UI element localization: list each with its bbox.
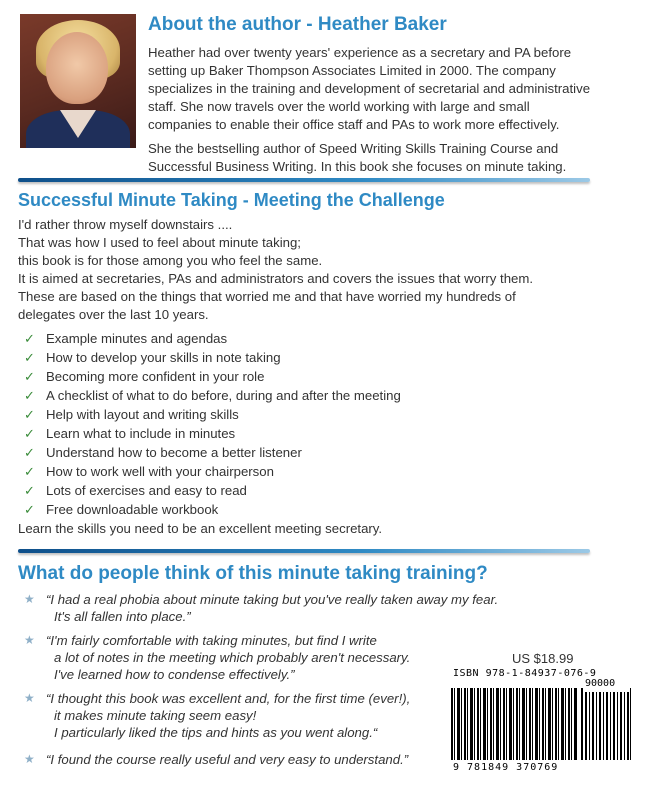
checklist-item <box>24 367 401 386</box>
review-quote <box>24 632 410 683</box>
checklist-text: Becoming more confident in your role <box>46 369 265 384</box>
quote-line: it makes minute taking seem easy! <box>54 708 257 723</box>
checkmark-icon: ✓ <box>24 483 35 498</box>
book-heading: Successful Minute Taking - Meeting the Challenge <box>18 190 445 210</box>
author-bio-line: specializes in the training and development of secretarial and administrative <box>148 81 591 96</box>
checklist-item <box>24 386 401 405</box>
author-photo <box>20 14 136 148</box>
checklist-item <box>24 481 401 500</box>
star-icon: ★ <box>24 752 35 766</box>
checkmark-icon: ✓ <box>24 445 35 460</box>
book-intro <box>18 216 608 324</box>
checkmark-icon: ✓ <box>24 331 35 346</box>
checklist-item <box>24 500 401 519</box>
checklist-text: Learn what to include in minutes <box>46 426 236 441</box>
author-bio-line: setting up Baker Thompson Associates Limited in 2000. The company <box>148 63 556 78</box>
review-quote <box>24 591 498 625</box>
checklist-text: How to work well with your chairperson <box>46 464 274 479</box>
author-bio <box>148 44 608 134</box>
divider-2 <box>18 549 590 553</box>
checklist-text: Free downloadable workbook <box>46 502 219 517</box>
checklist-item <box>24 405 401 424</box>
checklist-item <box>24 462 401 481</box>
checkmark-icon: ✓ <box>24 407 35 422</box>
checklist-text: Example minutes and agendas <box>46 331 228 346</box>
review-quote <box>24 690 410 741</box>
star-icon: ★ <box>24 592 35 606</box>
checklist-item <box>24 443 401 462</box>
author-bio-line: staff. She now travels over the world working with large and small <box>148 99 530 114</box>
checkmark-icon: ✓ <box>24 369 35 384</box>
intro-line: These are based on the things that worried me and that have worried my hundreds of <box>18 289 516 304</box>
intro-line: delegates over the last 10 years. <box>18 307 209 322</box>
quote-line: “I found the course really useful and very easy to understand.” <box>46 752 409 767</box>
checklist-text: Help with layout and writing skills <box>46 407 239 422</box>
quote-line: I've learned how to condense effectively.” <box>54 667 295 682</box>
quote-line: It's all fallen into place.” <box>54 609 191 624</box>
quote-line: “I'm fairly comfortable with taking minutes, but find I write <box>46 633 377 648</box>
isbn-text: ISBN 978-1-84937-076-9 <box>453 668 597 679</box>
checkmark-icon: ✓ <box>24 502 35 517</box>
quote-line: I particularly liked the tips and hints as you went along.“ <box>54 725 378 740</box>
author-bio-line: Heather had over twenty years' experience as a secretary and PA before <box>148 45 572 60</box>
intro-line: I'd rather throw myself downstairs .... <box>18 217 233 232</box>
intro-line: this book is for those among you who feel the same. <box>18 253 323 268</box>
checklist-text: Lots of exercises and easy to read <box>46 483 247 498</box>
checklist-item <box>24 329 401 348</box>
author-heading: About the author - Heather Baker <box>148 14 447 35</box>
reviews-heading: What do people think of this minute taking training? <box>18 563 488 584</box>
addon-digits: 90000 <box>585 678 616 689</box>
quote-line: “I thought this book was excellent and, for the first time (ever!), <box>46 691 411 706</box>
checklist-text: A checklist of what to do before, during and after the meeting <box>46 388 401 403</box>
intro-line: That was how I used to feel about minute taking; <box>18 235 301 250</box>
checklist-text: How to develop your skills in note taking <box>46 350 281 365</box>
intro-line: It is aimed at secretaries, PAs and administrators and covers the issues that worry them. <box>18 271 534 286</box>
star-icon: ★ <box>24 633 35 647</box>
checkmark-icon: ✓ <box>24 464 35 479</box>
addon-bars <box>585 692 629 760</box>
quote-line: a lot of notes in the meeting which probably aren't necessary. <box>54 650 411 665</box>
checklist-item <box>24 348 401 367</box>
star-icon: ★ <box>24 691 35 705</box>
author-books-line: Successful Business Writing. In this book she focuses on minute taking. <box>148 159 567 174</box>
checkmark-icon: ✓ <box>24 426 35 441</box>
ean-digits: 9 781849 370769 <box>453 762 559 773</box>
review-quote <box>24 751 408 768</box>
checkmark-icon: ✓ <box>24 388 35 403</box>
photo-face <box>46 32 108 104</box>
checklist-text: Understand how to become a better listener <box>46 445 302 460</box>
closing-line: Learn the skills you need to be an excellent meeting secretary. <box>18 521 383 536</box>
price-label: US $18.99 <box>512 651 574 666</box>
divider-1 <box>18 178 590 182</box>
isbn-barcode <box>449 668 633 780</box>
author-bio-line: companies to enable their office staff and PAs to work more effectively. <box>148 117 560 132</box>
checkmark-icon: ✓ <box>24 350 35 365</box>
author-books <box>148 140 608 176</box>
author-books-line: She the bestselling author of Speed Writing Skills Training Course and <box>148 141 559 156</box>
checklist-item <box>24 424 401 443</box>
feature-checklist <box>24 329 401 519</box>
quote-line: “I had a real phobia about minute taking but you've really taken away my fear. <box>46 592 499 607</box>
